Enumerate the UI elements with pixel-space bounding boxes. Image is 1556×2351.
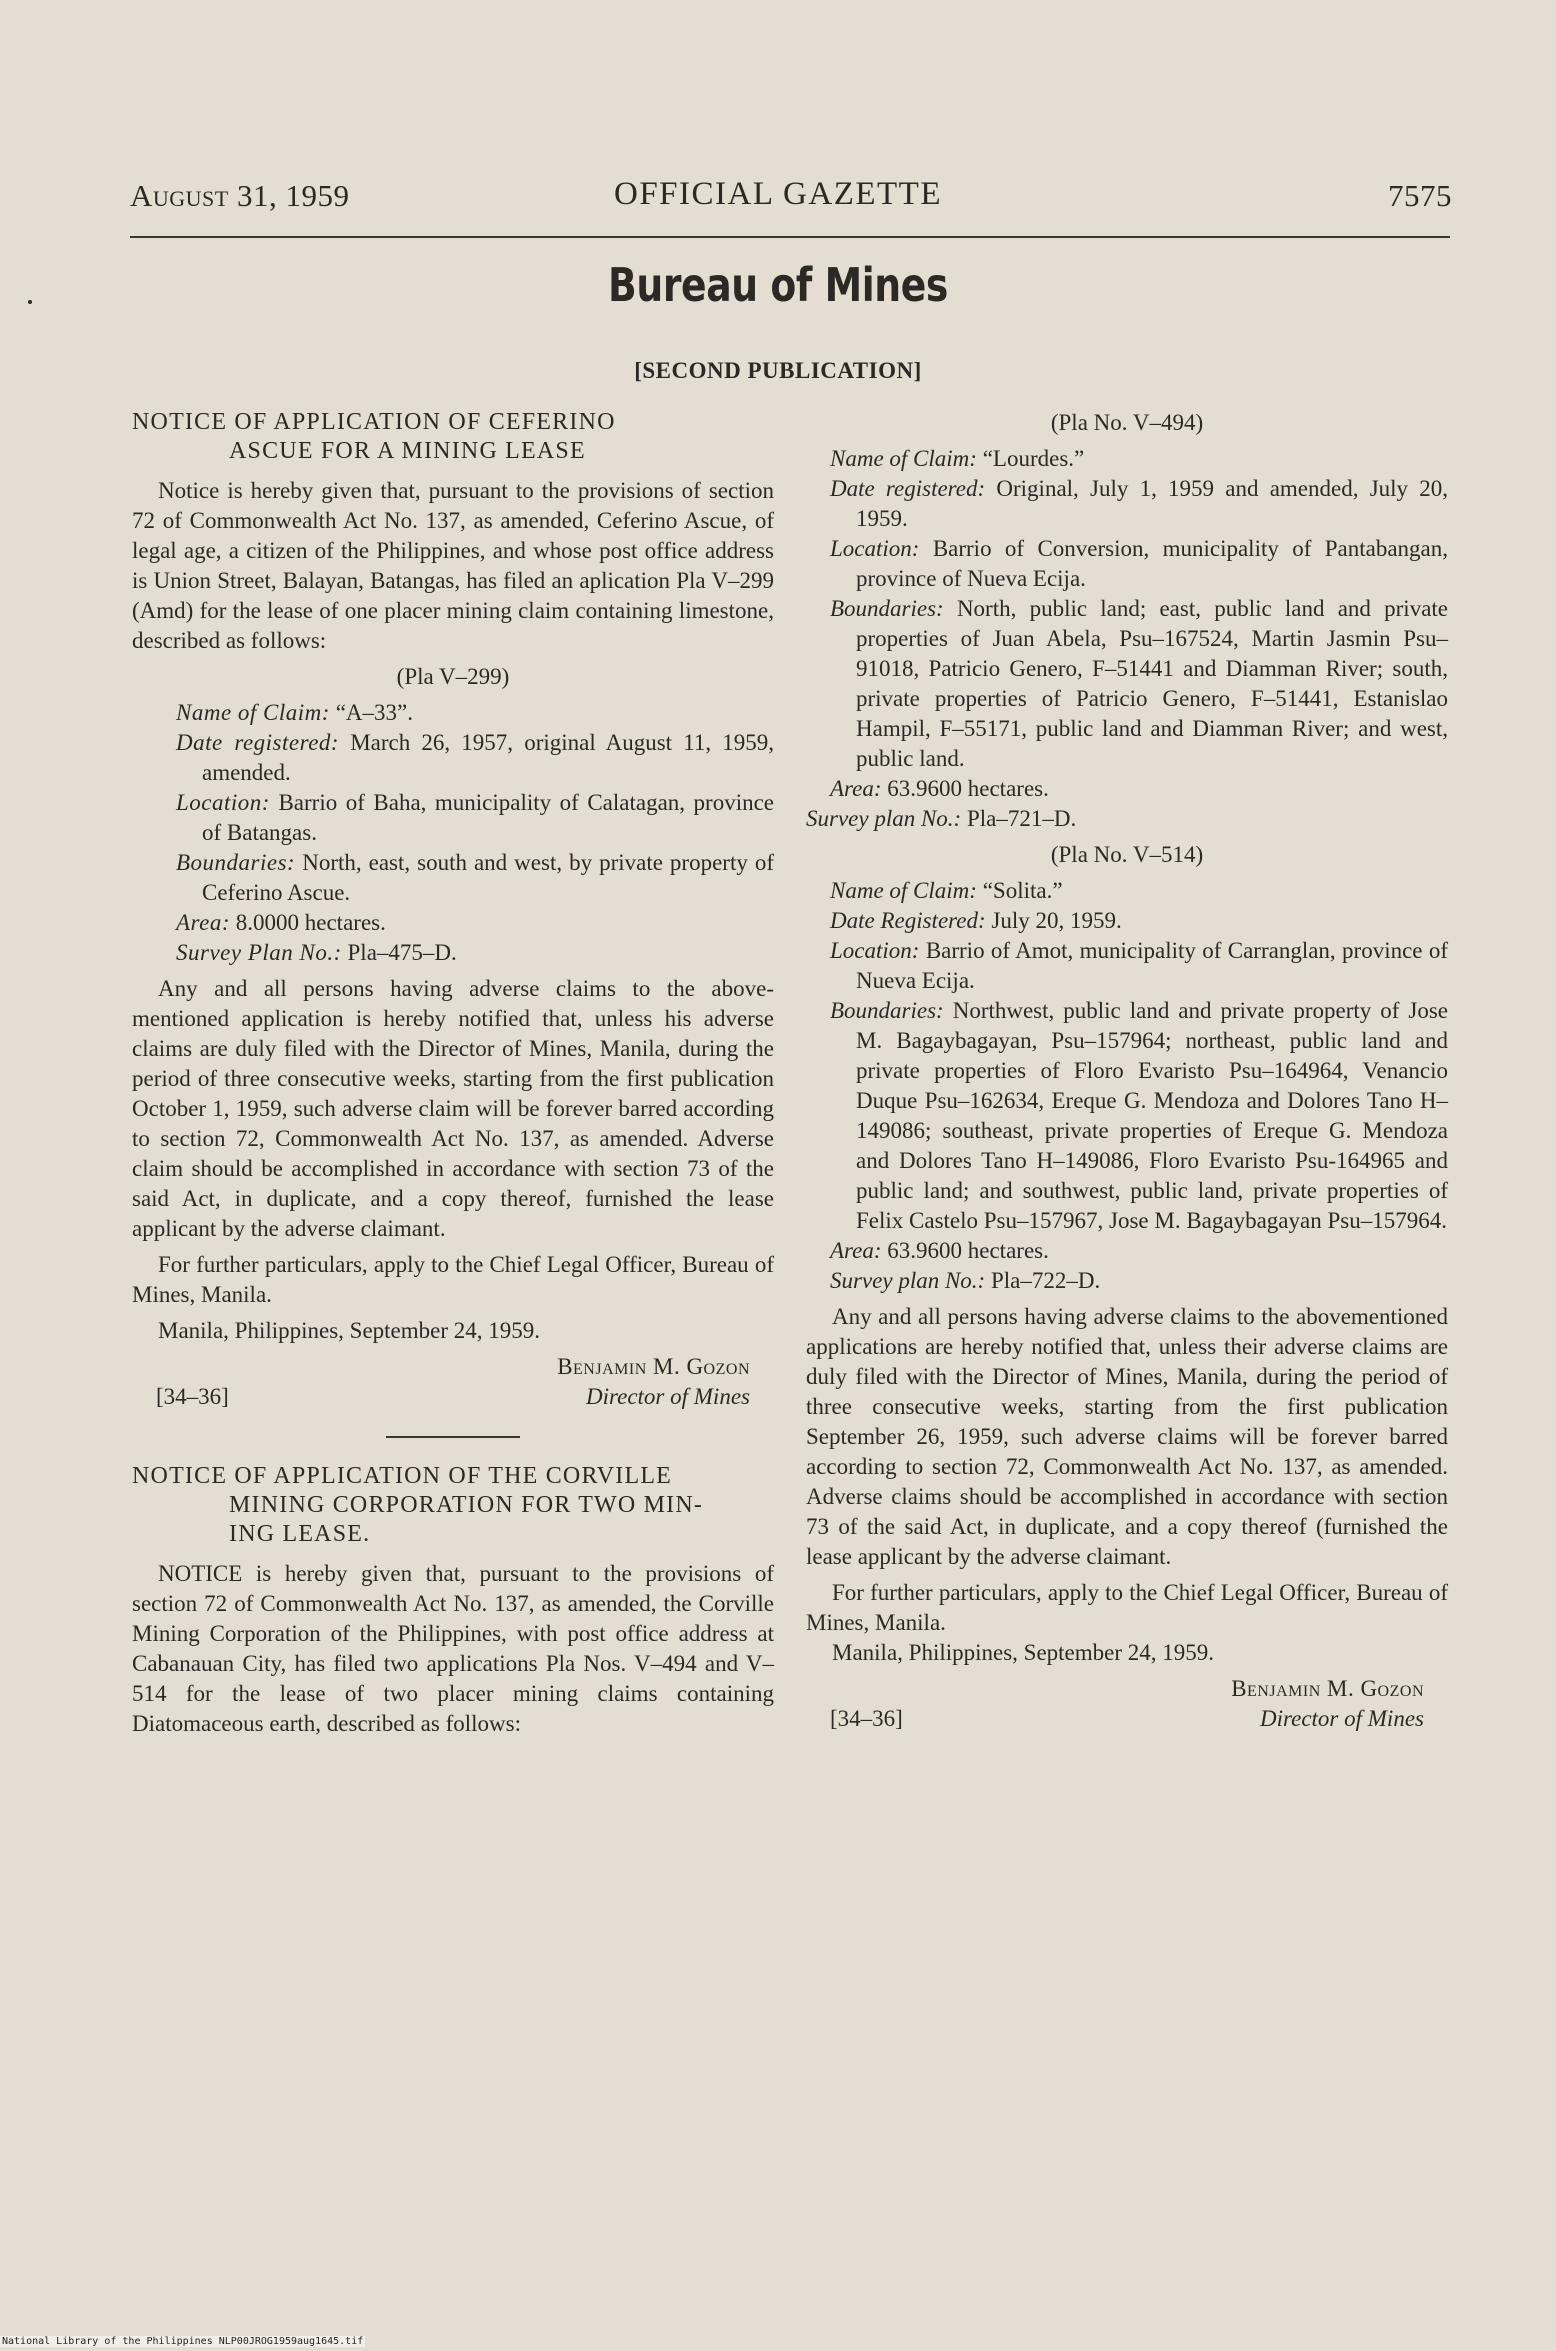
notice2-body: NOTICE is hereby given that, pursuant to the provisions of section 72 of Commonwealth Act No. 137, as amended, the Corville Mining Corporation of the Philippines, with post office address at Cabanauan City, has filed two applications Pla Nos. V–494 and V–514 for the lease of two placer mining claims containing Diatomaceous earth, described as follows:: [132, 1561, 774, 1736]
claim2-field: Area: 63.9600 hectares.: [830, 1238, 1049, 1263]
header-page-number: 7575: [1388, 178, 1452, 213]
notice2-signer-title: Director of Mines: [1260, 1706, 1424, 1731]
notice1-ref-code: [34–36]: [156, 1384, 229, 1409]
header-publication: OFFICIAL GAZETTE: [614, 176, 942, 212]
notice1-field: Date registered: March 26, 1957, original August 11, 1959, amended.: [176, 730, 775, 785]
claim1-field: Location: Barrio of Conversion, municipality of Pantabangan, province of Nueva Ecija.: [830, 536, 1448, 591]
notice2-signature: [806, 1674, 1448, 1736]
claim2-field: Boundaries: Northwest, public land and private property of Jose M. Bagaybagayan, Psu–157964; northeast, public land and private properties of Floro Evaristo Psu–164964, Venancio Duque Psu–162634, Ereque G. Mendoza and Dolores Tano H–149086; southeast, private properties of Ereque G. Mendoza and Dolores Tano H–149086, Floro Evaristo Psu-164965 and public land; and southwest, public land, private properties of Felix Castelo Psu–157967, Jose M. Bagaybagayan Psu–157964.: [830, 998, 1448, 1233]
notice2-adverse: Any and all persons having adverse claims to the abovementioned applications are hereby notified that, unless their adverse claims are duly filed with the Director of Mines, Manila, during the period of three consecutive weeks, starting from the first publication September 26, 1959, such adverse claims will be forever barred according to section 72, Commonwealth Act No. 137, as amended. Adverse claims should be accomplished in accordance with section 73 of the said Act, in duplicate, and a copy thereof (furnished the lease applicant by the adverse claimant.: [806, 1304, 1448, 1569]
notice1-field: Name of Claim: “A–33”.: [176, 700, 413, 725]
notice1-dateline: Manila, Philippines, September 24, 1959.: [158, 1318, 541, 1343]
notice2-dateline: Manila, Philippines, September 24, 1959.: [832, 1640, 1215, 1665]
claim1-survey: Survey plan No.: Pla–721–D.: [806, 806, 1077, 831]
notice2-further: For further particulars, apply to the Chief Legal Officer, Bureau of Mines, Manila.: [806, 1580, 1448, 1635]
claim2-ref: (Pla No. V–514): [1050, 842, 1204, 867]
notice1-further: For further particulars, apply to the Chief Legal Officer, Bureau of Mines, Manila.: [132, 1252, 774, 1307]
right-column: [806, 408, 1448, 1736]
claim2-field: Survey plan No.: Pla–722–D.: [830, 1268, 1101, 1293]
notice1-field: Survey Plan No.: Pla–475–D.: [176, 940, 457, 965]
notice1-ref: (Pla V–299): [396, 664, 510, 689]
header-date: August 31, 1959: [130, 178, 350, 213]
notice1-title: [132, 408, 774, 466]
notice1-signer-title: Director of Mines: [586, 1384, 750, 1409]
notice2-signer: Benjamin M. Gozon: [1231, 1676, 1424, 1701]
notice1-title-line1: NOTICE OF APPLICATION OF CEFERINO: [132, 409, 616, 435]
notice1-title-line2: ASCUE FOR A MINING LEASE: [229, 438, 586, 464]
scan-footer: National Library of the Philippines NLP00JROG1959aug1645.tif: [2, 2336, 364, 2347]
notice-separator: [386, 1436, 520, 1438]
notice2-ref-code: [34–36]: [830, 1706, 903, 1731]
claim1-ref: (Pla No. V–494): [1050, 410, 1204, 435]
notice1-body: Notice is hereby given that, pursuant to the provisions of section 72 of Commonwealth Act No. 137, as amended, Ceferino Ascue, of legal age, a citizen of the Philippines, and whose post office address is Union Street, Balayan, Batangas, has filed an aplication Pla V–299 (Amd) for the lease of one placer mining claim containing limestone, described as follows:: [132, 478, 774, 653]
notice2-title-line1: NOTICE OF APPLICATION OF THE CORVILLE: [132, 1463, 673, 1489]
left-column: [132, 408, 774, 1739]
notice1-field: Boundaries: North, east, south and west, by private property of Ceferino Ascue.: [176, 850, 774, 905]
claim1-field: Area: 63.9600 hectares.: [830, 776, 1049, 801]
header-rule: [130, 236, 1450, 238]
publication-note: [SECOND PUBLICATION]: [634, 358, 922, 383]
claim2-field: Date Registered: July 20, 1959.: [830, 908, 1122, 933]
claim2-field: Location: Barrio of Amot, municipality of Carranglan, province of Nueva Ecija.: [830, 938, 1449, 993]
claim1-field: Name of Claim: “Lourdes.”: [830, 446, 1085, 471]
notice1-signer: Benjamin M. Gozon: [557, 1354, 750, 1379]
speck-mark: [28, 300, 32, 304]
notice1-adverse: Any and all persons having adverse claims to the above-mentioned application is hereby notified that, unless his adverse claims are duly filed with the Director of Mines, Manila, during the period of three consecutive weeks, starting from the first publication October 1, 1959, such adverse claim will be forever barred according to section 72, Commonwealth Act No. 137, as amended. Adverse claim should be accomplished in accordance with section 73 of the said Act, in duplicate, and a copy thereof, furnished the lease applicant by the adverse claimant.: [132, 976, 774, 1241]
notice1-field: Location: Barrio of Baha, municipality of Calatagan, province of Batangas.: [176, 790, 775, 845]
claim1-field: Boundaries: North, public land; east, public land and private properties of Juan Abela, Psu–167524, Martin Jasmin Psu–91018, Patricio Genero, F–51441 and Diamman River; south, private properties of Patricio Genero, F–51441, Estanislao Hampil, F–55171, public land and Diamman River; and west, public land.: [830, 596, 1449, 771]
claim2-field: Name of Claim: “Solita.”: [830, 878, 1063, 903]
notice2-title-line2: MINING CORPORATION FOR TWO MIN-: [229, 1492, 704, 1518]
notice1-signature: [132, 1352, 774, 1414]
notice2-title: [132, 1462, 774, 1549]
claim1-field: Date registered: Original, July 1, 1959 and amended, July 20, 1959.: [830, 476, 1449, 531]
notice2-title-line3: ING LEASE.: [229, 1521, 371, 1547]
notice1-field: Area: 8.0000 hectares.: [176, 910, 386, 935]
section-title: Bureau of Mines: [608, 258, 948, 312]
